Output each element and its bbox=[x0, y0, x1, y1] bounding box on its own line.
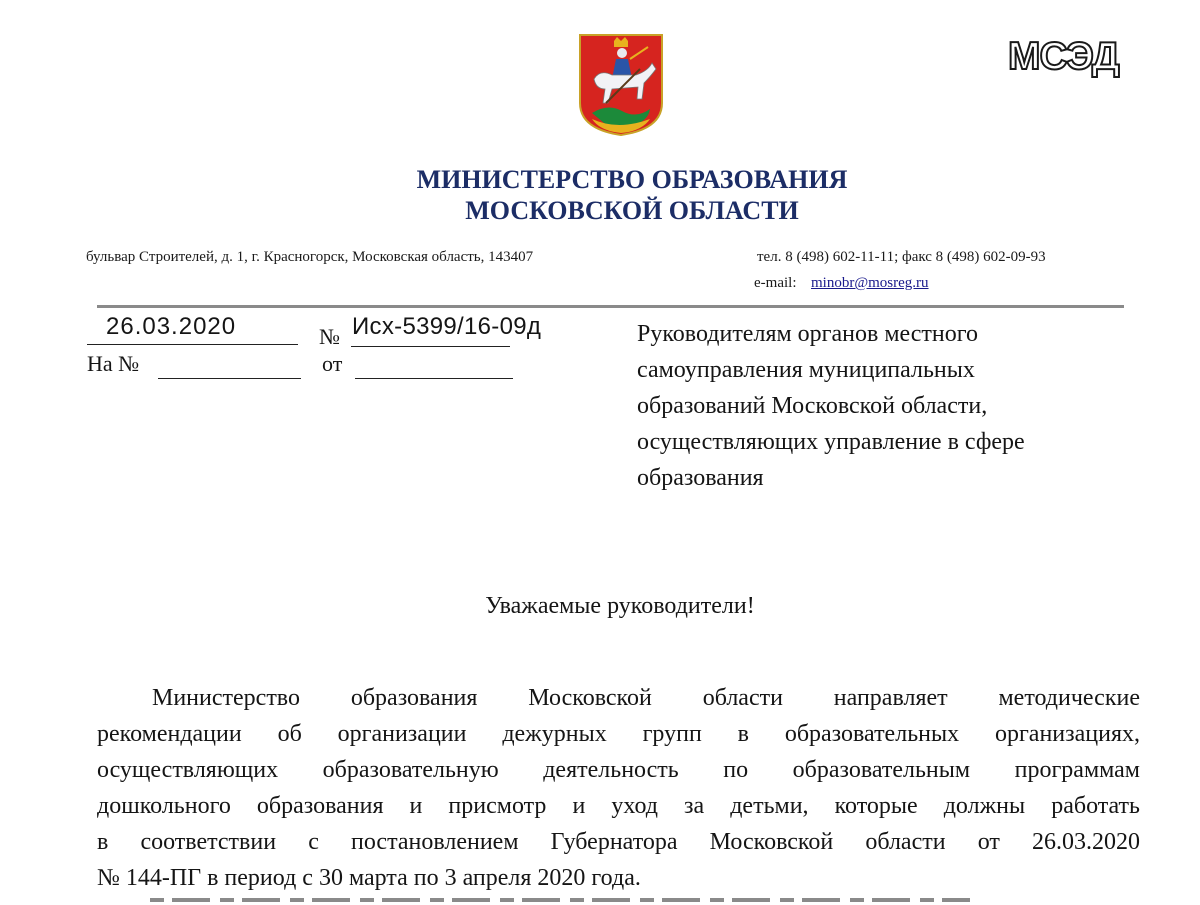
cut-off-text-line bbox=[150, 898, 970, 902]
number-underline bbox=[351, 346, 510, 347]
reply-date-label: от bbox=[322, 351, 343, 376]
addressee-line: самоуправления муниципальных bbox=[637, 357, 975, 383]
ministry-phones: тел. 8 (498) 602-11-11; факс 8 (498) 602-09-93 bbox=[757, 249, 1046, 265]
reply-date-blank bbox=[355, 378, 513, 379]
reply-number-label: На № bbox=[87, 351, 140, 376]
body-line: дошкольного образования и присмотр и уход за детьми, которые должны работать bbox=[97, 793, 1140, 819]
number-sign: № bbox=[319, 324, 340, 349]
email-label: e-mail: bbox=[754, 275, 797, 291]
email-link[interactable]: minobr@mosreg.ru bbox=[811, 275, 929, 291]
body-line: Министерство образования Московской области направляет методические bbox=[152, 685, 1140, 711]
body-line: рекомендации об организации дежурных групп в образовательных организациях, bbox=[97, 721, 1140, 747]
reply-number-blank bbox=[158, 378, 301, 379]
greeting: Уважаемые руководители! bbox=[485, 593, 755, 619]
header-divider bbox=[97, 305, 1124, 308]
letter-body bbox=[97, 680, 1140, 896]
ministry-address: бульвар Строителей, д. 1, г. Красногорск, Московская область, 143407 bbox=[86, 249, 534, 265]
date-underline bbox=[87, 344, 298, 345]
addressee-line: осуществляющих управление в сфере bbox=[637, 429, 1025, 455]
addressee-block bbox=[637, 316, 1157, 496]
addressee-line: образований Московской области, bbox=[637, 393, 988, 419]
outgoing-date: 26.03.2020 bbox=[106, 313, 237, 340]
ministry-title-line-2: МОСКОВСКОЙ ОБЛАСТИ bbox=[465, 196, 799, 225]
body-line: осуществляющих образовательную деятельность по образовательным программам bbox=[97, 757, 1140, 783]
coat-of-arms-emblem bbox=[578, 33, 664, 137]
body-line: № 144-ПГ в период с 30 марта по 3 апреля 2020 года. bbox=[97, 865, 641, 891]
msed-stamp-logo: МСЭД bbox=[1008, 35, 1119, 78]
addressee-line: Руководителям органов местного bbox=[637, 321, 979, 347]
addressee-line: образования bbox=[637, 465, 764, 491]
outgoing-number: Исх-5399/16-09д bbox=[352, 313, 542, 340]
ministry-title-line-1: МИНИСТЕРСТВО ОБРАЗОВАНИЯ bbox=[416, 165, 848, 194]
body-line: в соответствии с постановлением Губернатора Московской области от 26.03.2020 bbox=[97, 829, 1140, 855]
